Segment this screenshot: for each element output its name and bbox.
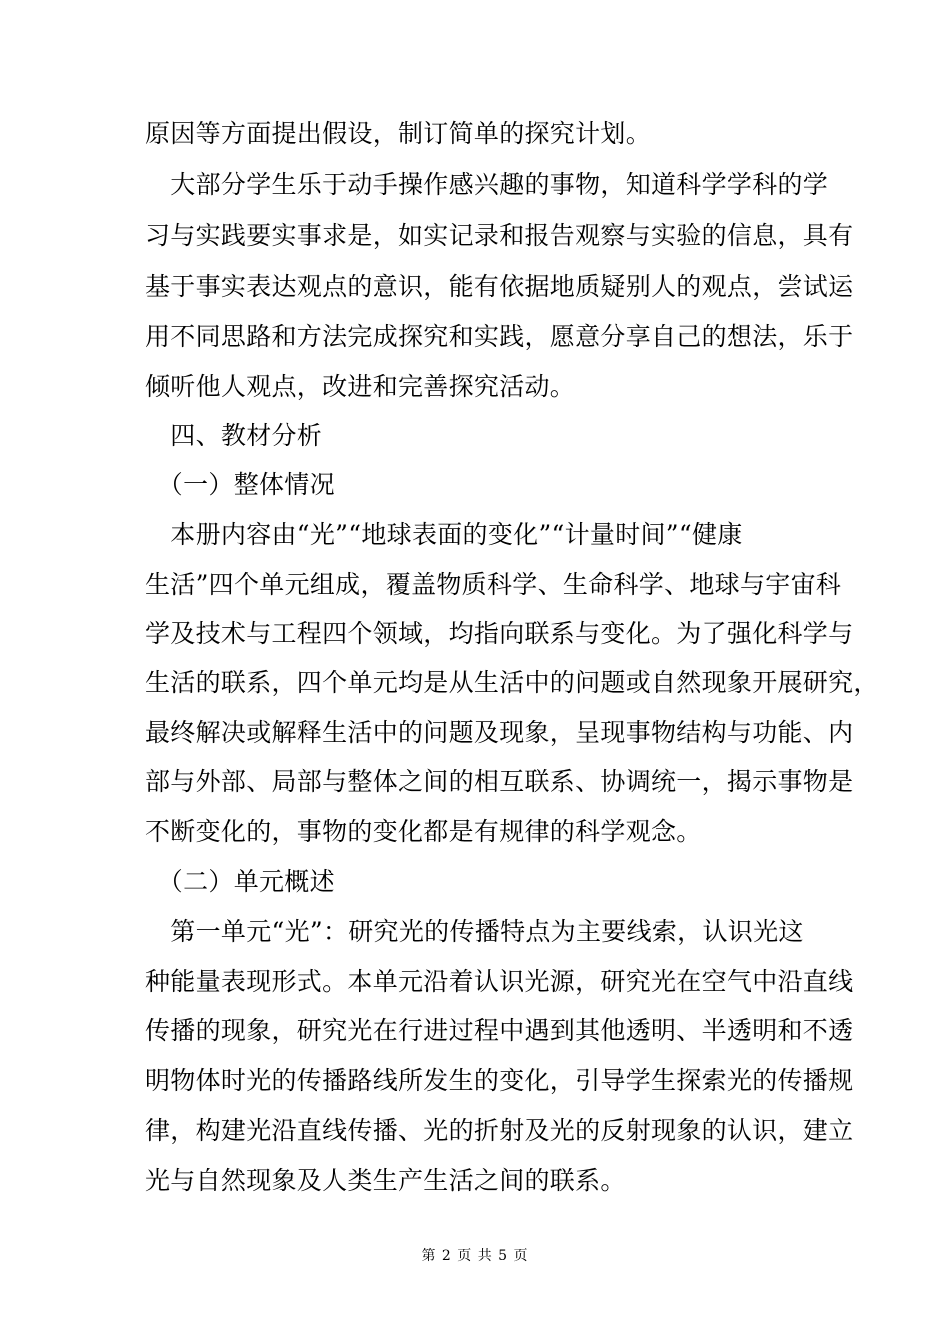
text-line: 生活的联系，四个单元均是从生活中的问题或自然现象开展研究， [145,668,879,697]
text-line: 基于事实表达观点的意识，能有依据地质疑别人的观点，尝试运 [145,272,854,301]
text-line: 用不同思路和方法完成探究和实践，愿意分享自己的想法，乐于 [145,322,854,351]
text-line: 部与外部、局部与整体之间的相互联系、协调统一，揭示事物是 [145,767,854,796]
text-line: 习与实践要实事求是，如实记录和报告观察与实验的信息，具有 [145,221,854,250]
subsection-heading: （二）单元概述 [145,867,335,896]
text-line: 律，构建光沿直线传播、光的折射及光的反射现象的认识，建立 [145,1116,854,1145]
text-line: 第一单元“光”：研究光的传播特点为主要线索，认识光这 [145,917,804,946]
text-line: 生活”四个单元组成，覆盖物质科学、生命科学、地球与宇宙科 [145,570,842,599]
subsection-heading: （一）整体情况 [145,470,335,499]
text-line: 学及技术与工程四个领域，均指向联系与变化。为了强化科学与 [145,619,854,648]
text-line: 倾听他人观点，改进和完善探究活动。 [145,372,576,401]
text-line: 明物体时光的传播路线所发生的变化，引导学生探索光的传播规 [145,1066,854,1095]
text-line: 不断变化的，事物的变化都是有规律的科学观念。 [145,817,702,846]
text-line: 种能量表现形式。本单元沿着认识光源，研究光在空气中沿直线 [145,967,854,996]
text-line: 大部分学生乐于动手操作感兴趣的事物，知道科学学科的学 [145,170,829,199]
text-line: 传播的现象，研究光在行进过程中遇到其他透明、半透明和不透 [145,1016,854,1045]
text-line: 本册内容由“光”“地球表面的变化”“计量时间”“健康 [145,520,743,549]
text-line: 最终解决或解释生活中的问题及现象，呈现事物结构与功能、内 [145,718,854,747]
text-line: 光与自然现象及人类生产生活之间的联系。 [145,1166,626,1195]
text-line: 原因等方面提出假设，制订简单的探究计划。 [145,119,652,148]
page-number-footer: 第 2 页 共 5 页 [421,1248,529,1264]
section-heading: 四、教材分析 [145,421,323,450]
